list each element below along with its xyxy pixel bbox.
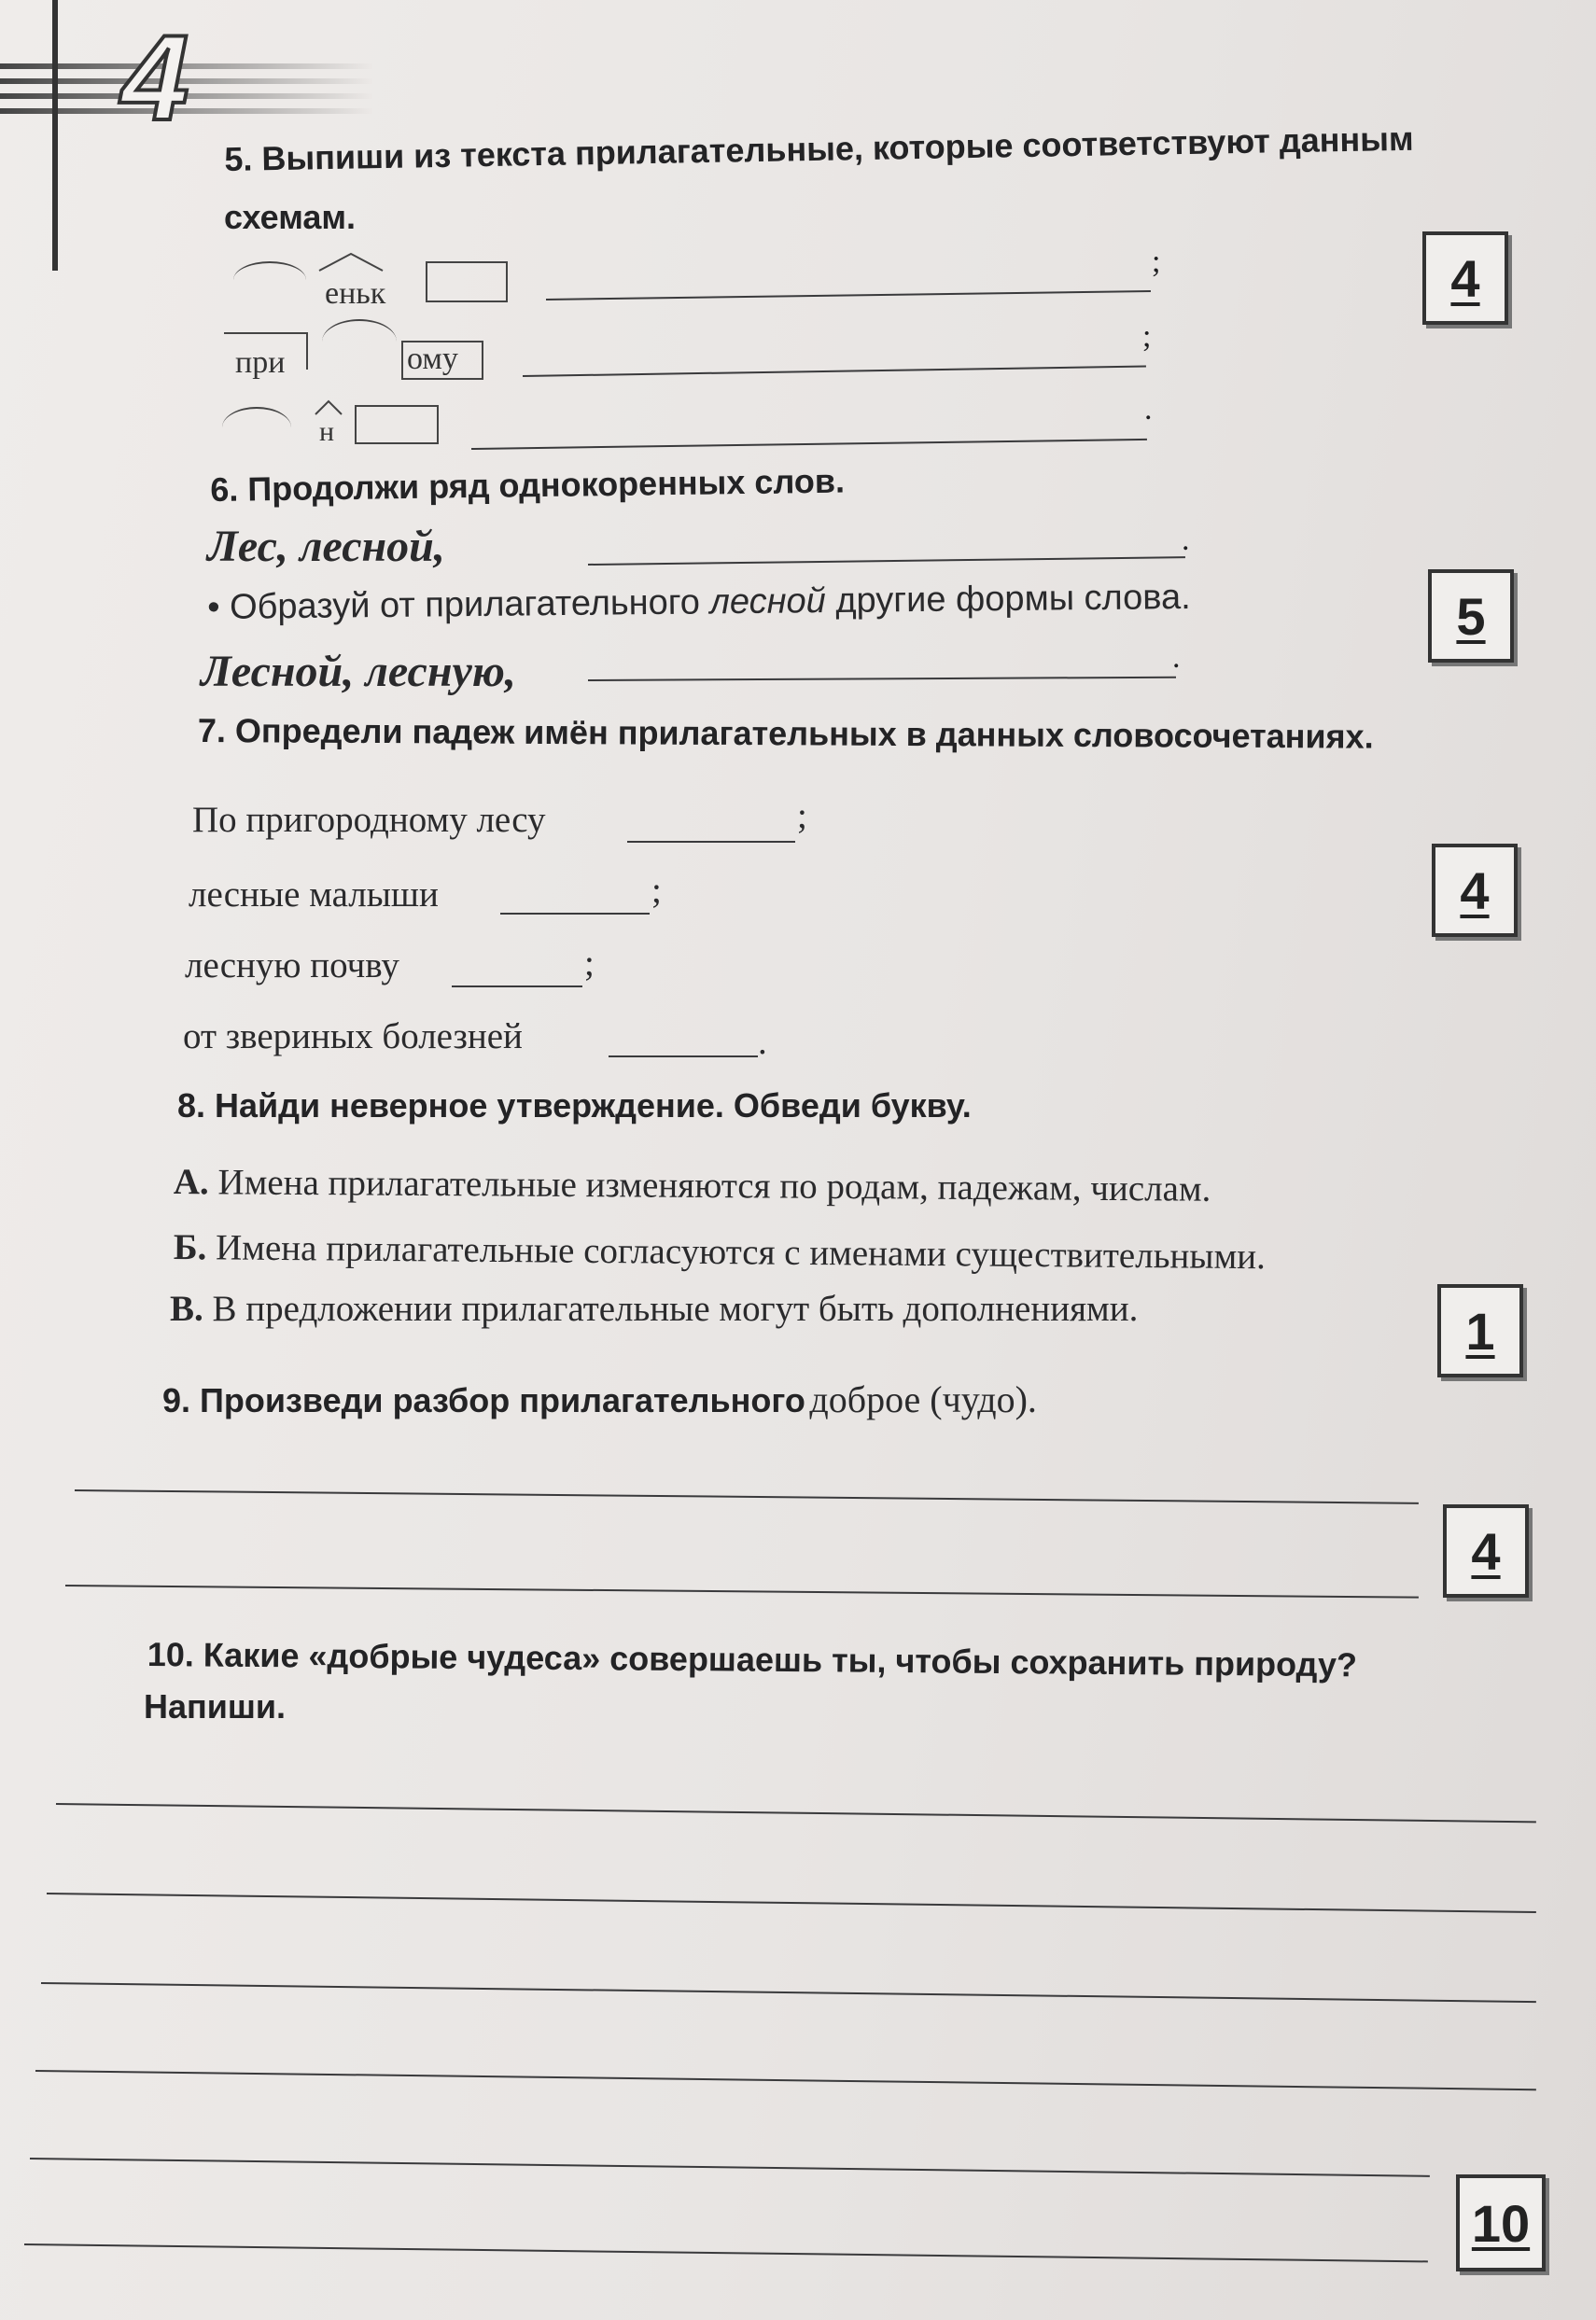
task6-score-box: 5 bbox=[1428, 569, 1514, 663]
task7-answer-line-2[interactable] bbox=[500, 913, 650, 915]
task10-answer-line-2[interactable] bbox=[47, 1893, 1536, 1913]
option-letter[interactable]: Б. bbox=[173, 1227, 207, 1268]
task5-answer-line-1[interactable] bbox=[546, 290, 1151, 300]
task6-row1-words: Лес, лесной, bbox=[207, 522, 445, 571]
task7-title: 7. Определи падеж имён прилагательных в данных словосочетаниях. bbox=[197, 711, 1374, 756]
task10-answer-line-3[interactable] bbox=[41, 1982, 1536, 2003]
task10-answer-line-6[interactable] bbox=[24, 2243, 1428, 2262]
task6-subtask: • Образуй от прилагательного лесной другие формы слова. bbox=[207, 577, 1191, 627]
task7-answer-line-4[interactable] bbox=[609, 1055, 758, 1057]
task6-answer-line-1[interactable] bbox=[588, 556, 1185, 566]
task5-title-line1: 5. Выпиши из текста прилагательные, которые соответствуют данным bbox=[224, 119, 1414, 178]
workbook-page: 4 5. Выпиши из текста прилагательные, которые соответствуют данным схемам. еньк ; при ому ; н . 4 6. Продолжи ряд однокоренных слов. Лес, лесной, . • Образуй от прилагательного лесной другие формы слова. Лесной, лесную, . 5 7. Определи падеж имён прилагательных в данных словосочетаниях. По пригородному лесу ; лесные малыши ; лесную почву ; от звериных болезней . 4 8. Найди неверное утверждение. Обведи букву. А. Имена прилагательные изменяются по родам, падежам, числам. Б. Имена прилагательные согласуются с именами существительными. В. В предложении прилагательные могут быть дополнениями. 1 9. Произведи разбор прилагательного доброе (чудо). 4 10. Какие «добрые чудеса» совершаешь ты, чтобы сохранить природу? Напиши. 10 bbox=[0, 0, 1596, 2320]
task7-answer-line-1[interactable] bbox=[627, 841, 795, 843]
task8-option-c[interactable]: В. В предложении прилагательные могут быть дополнениями. bbox=[170, 1289, 1139, 1329]
task5-score-box: 4 bbox=[1422, 231, 1508, 325]
task6-answer-line-2[interactable] bbox=[588, 677, 1176, 681]
task5-title-line2: схемам. bbox=[224, 198, 357, 236]
task10-answer-line-5[interactable] bbox=[30, 2158, 1430, 2177]
task7-answer-line-3[interactable] bbox=[452, 985, 582, 987]
task10-title-line2: Напиши. bbox=[144, 1687, 287, 1726]
chapter-number: 4 bbox=[121, 9, 189, 146]
task7-row-3: лесную почву bbox=[185, 945, 399, 985]
suffix-mark bbox=[317, 252, 385, 273]
task10-answer-line-1[interactable] bbox=[56, 1803, 1536, 1823]
option-letter[interactable]: В. bbox=[170, 1289, 203, 1329]
ending-box bbox=[426, 261, 508, 302]
task7-row-1: По пригородному лесу bbox=[192, 800, 546, 840]
task10-score-box: 10 bbox=[1456, 2174, 1546, 2271]
task7-score-box: 4 bbox=[1432, 844, 1518, 937]
task10-answer-line-4[interactable] bbox=[35, 2070, 1536, 2090]
task7-row-2: лесные малыши bbox=[189, 874, 439, 915]
task5-answer-line-2[interactable] bbox=[523, 366, 1146, 377]
schema-suffix-n: н bbox=[319, 416, 335, 447]
task8-option-b[interactable]: Б. Имена прилагательные согласуются с именами существительными. bbox=[173, 1227, 1267, 1278]
task6-title: 6. Продолжи ряд однокоренных слов. bbox=[210, 461, 846, 509]
task6-row2-words: Лесной, лесную, bbox=[201, 647, 516, 696]
schema-prefix-pri: при bbox=[235, 345, 286, 380]
task9-answer-line-1[interactable] bbox=[75, 1489, 1419, 1504]
task10-title-line1: 10. Какие «добрые чудеса» совершаешь ты, чтобы сохранить природу? bbox=[147, 1635, 1358, 1684]
task9-title: 9. Произведи разбор прилагательного доброе (чудо). bbox=[162, 1378, 1037, 1420]
bullet: • bbox=[207, 587, 220, 627]
task8-option-a[interactable]: А. Имена прилагательные изменяются по родам, падежам, числам. bbox=[173, 1162, 1211, 1209]
task9-answer-line-2[interactable] bbox=[65, 1585, 1419, 1599]
schema-ending-omu: ому bbox=[407, 342, 458, 376]
task8-title: 8. Найди неверное утверждение. Обведи букву. bbox=[177, 1086, 972, 1125]
ending-box bbox=[355, 405, 439, 444]
schema-suffix-enk: еньк bbox=[325, 276, 386, 311]
task9-score-box: 4 bbox=[1443, 1504, 1529, 1598]
task5-answer-line-3[interactable] bbox=[471, 439, 1147, 450]
sub-word-lesnoy: лесной bbox=[709, 581, 827, 622]
task8-score-box: 1 bbox=[1437, 1284, 1523, 1377]
option-letter[interactable]: А. bbox=[173, 1162, 209, 1203]
task9-word: доброе (чудо). bbox=[809, 1378, 1037, 1420]
task7-row-4: от звериных болезней bbox=[183, 1016, 523, 1056]
